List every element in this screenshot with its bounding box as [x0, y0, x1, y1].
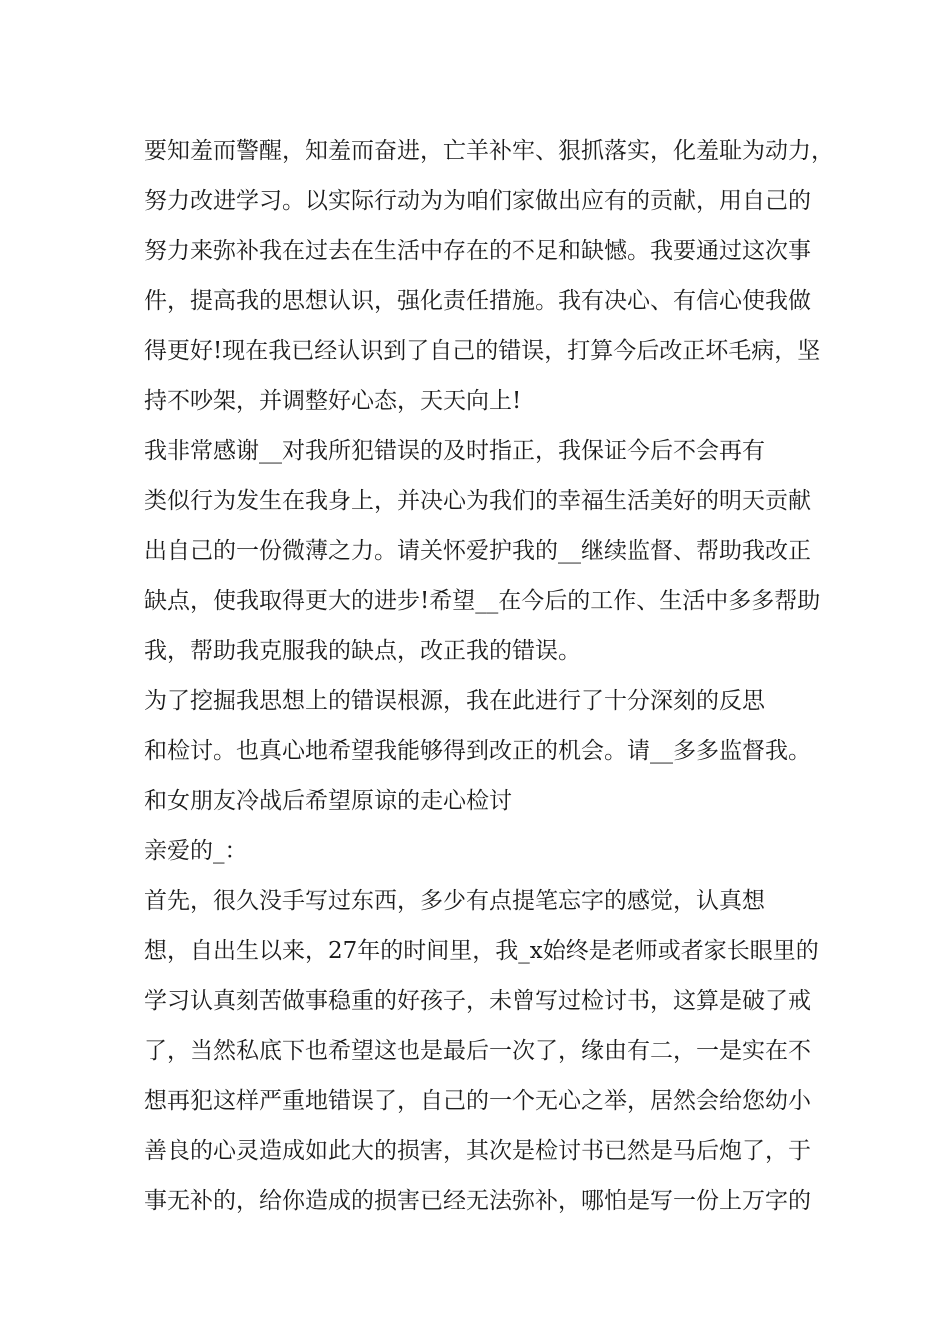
text-line: 为了挖掘我思想上的错误根源，我在此进行了十分深刻的反思 [144, 688, 765, 714]
document-body [144, 126, 834, 1226]
text-line: 善良的心灵造成如此大的损害，其次是检讨书已然是马后炮了，于 [144, 1138, 811, 1164]
section-heading: 和女朋友冷战后希望原谅的走心检讨 [144, 788, 512, 814]
text-line: 和检讨。也真心地希望我能够得到改正的机会。请__多多监督我。 [144, 738, 811, 764]
text-line: 努力来弥补我在过去在生活中存在的不足和缺憾。我要通过这次事 [144, 238, 811, 264]
paragraph-thanks [144, 426, 824, 676]
section-title [144, 776, 824, 826]
text-line: 努力改进学习。以实际行动为为咱们家做出应有的贡献，用自己的 [144, 188, 811, 214]
text-line: 想，自出生以来，27年的时间里，我_x始终是老师或者家长眼里的 [144, 938, 819, 964]
text-line: 要知羞而警醒，知羞而奋进，亡羊补牢、狠抓落实，化羞耻为动力， [144, 138, 834, 164]
salutation-line: 亲爱的_： [144, 838, 248, 864]
text-line: 类似行为发生在我身上，并决心为我们的幸福生活美好的明天贡献 [144, 488, 811, 514]
text-line: 我非常感谢__对我所犯错误的及时指正，我保证今后不会再有 [144, 438, 765, 464]
text-line: 件，提高我的思想认识，强化责任措施。我有决心、有信心使我做 [144, 288, 811, 314]
text-line: 首先，很久没手写过东西，多少有点提笔忘字的感觉，认真想 [144, 888, 765, 914]
text-line: 持不吵架，并调整好心态，天天向上! [144, 388, 522, 414]
text-line: 得更好!现在我已经认识到了自己的错误，打算今后改正坏毛病，坚 [144, 338, 821, 364]
text-line: 想再犯这样严重地错误了，自己的一个无心之举，居然会给您幼小 [144, 1088, 811, 1114]
text-line: 了，当然私底下也希望这也是最后一次了，缘由有二，一是实在不 [144, 1038, 811, 1064]
paragraph-opening [144, 876, 824, 1226]
text-line: 我，帮助我克服我的缺点，改正我的错误。 [144, 638, 581, 664]
text-line: 学习认真刻苦做事稳重的好孩子，未曾写过检讨书，这算是破了戒 [144, 988, 811, 1014]
paragraph-reflection [144, 676, 824, 776]
text-line: 事无补的，给你造成的损害已经无法弥补，哪怕是写一份上万字的 [144, 1188, 811, 1214]
text-line: 缺点，使我取得更大的进步!希望__在今后的工作、生活中多多帮助 [144, 588, 821, 614]
text-line: 出自己的一份微薄之力。请关怀爱护我的__继续监督、帮助我改正 [144, 538, 811, 564]
paragraph-resolution [144, 126, 834, 426]
salutation [144, 826, 824, 876]
